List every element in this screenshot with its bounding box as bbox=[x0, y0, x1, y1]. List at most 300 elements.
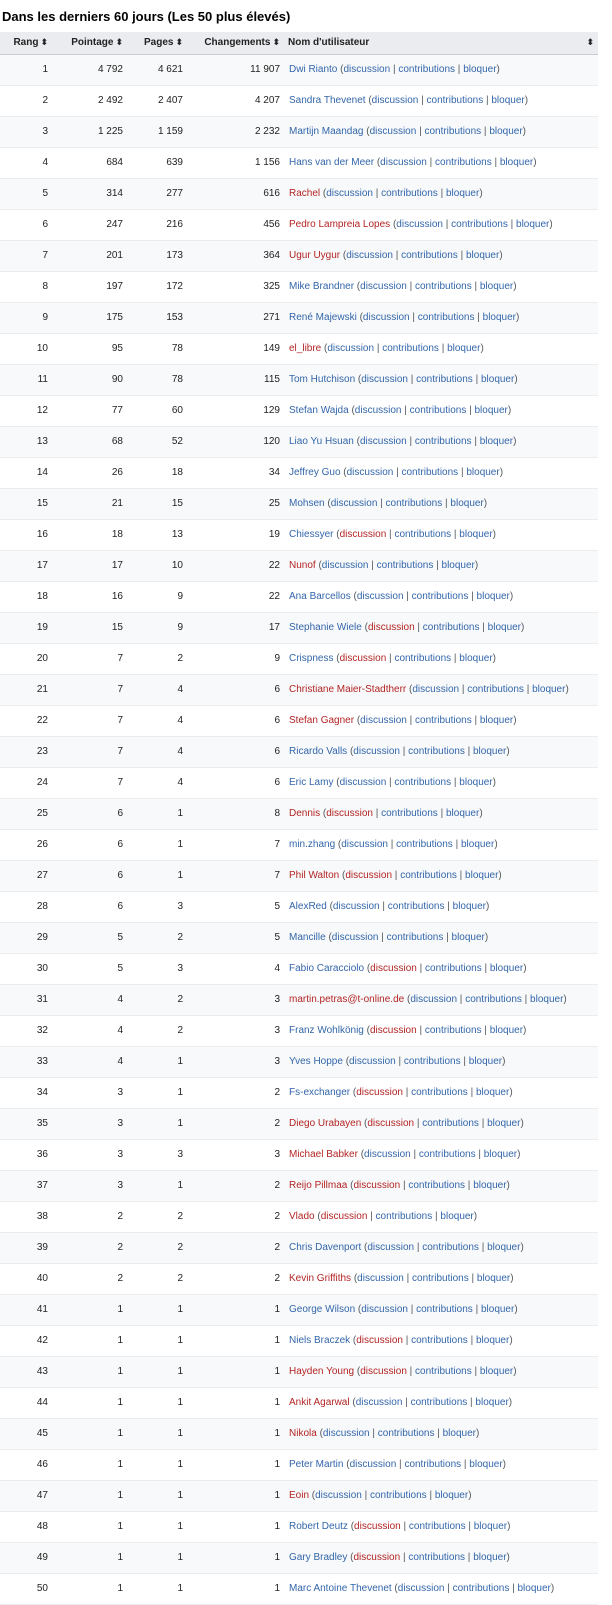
contributions-link[interactable]: contributions bbox=[400, 870, 457, 881]
user-link[interactable]: AlexRed bbox=[289, 901, 327, 912]
changes-cell: 1 bbox=[187, 1418, 284, 1449]
discussion-link[interactable]: discussion bbox=[367, 622, 415, 633]
block-link[interactable]: bloquer bbox=[483, 1149, 518, 1160]
block-link[interactable]: bloquer bbox=[530, 994, 564, 1005]
contributions-link[interactable]: contributions bbox=[403, 1056, 461, 1067]
contributions-link[interactable]: contributions bbox=[417, 312, 475, 323]
contributions-link[interactable]: contributions bbox=[418, 1149, 476, 1160]
pages-cell: 2 bbox=[127, 984, 187, 1015]
user-link[interactable]: Mancille bbox=[289, 932, 326, 943]
username-cell: min.zhang (discussion | contributions | bloquer) bbox=[284, 829, 598, 860]
pages-cell: 4 bbox=[127, 767, 187, 798]
user-link[interactable]: Ricardo Valls bbox=[289, 746, 348, 757]
pages-cell: 1 bbox=[127, 1387, 187, 1418]
username-cell: Stefan Wajda (discussion | contributions | bloquer) bbox=[284, 395, 598, 426]
user-link[interactable]: Robert Deutz bbox=[289, 1521, 348, 1532]
score-cell: 1 bbox=[52, 1449, 127, 1480]
discussion-link[interactable]: discussion bbox=[343, 64, 391, 75]
contributions-link[interactable]: contributions bbox=[408, 1521, 466, 1532]
contributions-link[interactable]: contributions bbox=[422, 1242, 479, 1253]
block-link[interactable]: bloquer bbox=[487, 1118, 521, 1129]
rank-cell: 2 bbox=[0, 85, 52, 116]
discussion-link[interactable]: discussion bbox=[332, 901, 380, 912]
contributions-link[interactable]: contributions bbox=[377, 1428, 435, 1439]
discussion-link[interactable]: discussion bbox=[361, 374, 408, 385]
block-link[interactable]: bloquer bbox=[465, 250, 500, 261]
block-link[interactable]: bloquer bbox=[450, 498, 484, 509]
contributions-link[interactable]: contributions bbox=[401, 250, 458, 261]
table-row bbox=[0, 1356, 598, 1387]
contributions-link[interactable]: contributions bbox=[386, 932, 444, 943]
changes-cell: 11 907 bbox=[187, 54, 284, 85]
column-header-pointage[interactable]: Pointage ⬍ bbox=[52, 32, 127, 54]
discussion-link[interactable]: discussion bbox=[367, 1118, 415, 1129]
username-cell: Reijo Pillmaa (discussion | contributions | bloquer) bbox=[284, 1170, 598, 1201]
changes-cell: 364 bbox=[187, 240, 284, 271]
user-link[interactable]: Eoin bbox=[289, 1490, 310, 1501]
table-row bbox=[0, 984, 598, 1015]
block-link[interactable]: bloquer bbox=[479, 715, 514, 726]
block-link[interactable]: bloquer bbox=[445, 188, 480, 199]
block-link[interactable]: bloquer bbox=[440, 1211, 474, 1222]
score-cell: 7 bbox=[52, 674, 127, 705]
discussion-link[interactable]: discussion bbox=[339, 653, 387, 664]
score-cell: 1 bbox=[52, 1573, 127, 1604]
user-link[interactable]: Jeffrey Guo bbox=[289, 467, 341, 478]
contributions-link[interactable]: contributions bbox=[416, 374, 473, 385]
sort-icon: ⬍ bbox=[175, 37, 183, 48]
discussion-link[interactable]: discussion bbox=[371, 95, 419, 106]
rank-cell: 30 bbox=[0, 953, 52, 984]
block-link[interactable]: bloquer bbox=[480, 1304, 515, 1315]
score-cell: 6 bbox=[52, 860, 127, 891]
contributions-link[interactable]: contributions bbox=[467, 684, 524, 695]
contributions-link[interactable]: contributions bbox=[375, 1211, 433, 1222]
block-link[interactable]: bloquer bbox=[451, 932, 485, 943]
pages-cell: 60 bbox=[127, 395, 187, 426]
user-link[interactable]: Yves Hoppe bbox=[289, 1056, 343, 1067]
rank-cell: 36 bbox=[0, 1139, 52, 1170]
user-link[interactable]: Gary Bradley bbox=[289, 1552, 348, 1563]
username-cell: AlexRed (discussion | contributions | bloquer) bbox=[284, 891, 598, 922]
page-title: Dans les derniers 60 jours (Les 50 plus élevés) bbox=[2, 9, 291, 24]
block-link[interactable]: bloquer bbox=[463, 64, 497, 75]
contributions-link[interactable]: contributions bbox=[387, 901, 445, 912]
user-link[interactable]: Marc Antoine Thevenet bbox=[289, 1583, 392, 1594]
username-cell: Fs-exchanger (discussion | contributions | bloquer) bbox=[284, 1077, 598, 1108]
discussion-link[interactable]: discussion bbox=[353, 1180, 401, 1191]
block-link[interactable]: bloquer bbox=[445, 808, 480, 819]
discussion-link[interactable]: discussion bbox=[349, 1056, 396, 1067]
discussion-link[interactable]: discussion bbox=[360, 281, 407, 292]
discussion-link[interactable]: discussion bbox=[359, 436, 407, 447]
user-link[interactable]: George Wilson bbox=[289, 1304, 356, 1315]
discussion-link[interactable]: discussion bbox=[315, 1490, 362, 1501]
discussion-link[interactable]: discussion bbox=[345, 870, 393, 881]
changes-cell: 2 bbox=[187, 1201, 284, 1232]
column-header-changements[interactable]: Changements ⬍ bbox=[187, 32, 284, 54]
rank-cell: 43 bbox=[0, 1356, 52, 1387]
pages-cell: 78 bbox=[127, 364, 187, 395]
user-link[interactable]: Mike Brandner bbox=[289, 281, 355, 292]
discussion-link[interactable]: discussion bbox=[361, 1304, 408, 1315]
block-link[interactable]: bloquer bbox=[479, 436, 514, 447]
block-link[interactable]: bloquer bbox=[480, 374, 515, 385]
block-link[interactable]: bloquer bbox=[442, 1428, 476, 1439]
top-users-table bbox=[0, 32, 598, 1605]
contributions-link[interactable]: contributions bbox=[408, 1180, 466, 1191]
discussion-link[interactable]: discussion bbox=[354, 405, 402, 416]
contributions-link[interactable]: contributions bbox=[394, 529, 452, 540]
user-link[interactable]: Hayden Young bbox=[289, 1366, 355, 1377]
username-cell: Chiessyer (discussion | contributions | bloquer) bbox=[284, 519, 598, 550]
contributions-link[interactable]: contributions bbox=[394, 777, 452, 788]
user-link[interactable]: Tom Hutchison bbox=[289, 374, 356, 385]
block-link[interactable]: bloquer bbox=[487, 1242, 521, 1253]
username-cell: Niels Braczek (discussion | contributions | bloquer) bbox=[284, 1325, 598, 1356]
user-link[interactable]: Dennis bbox=[289, 808, 321, 819]
user-link[interactable]: Christiane Maier-Stadtherr bbox=[289, 684, 407, 695]
contributions-link[interactable]: contributions bbox=[422, 622, 480, 633]
block-link[interactable]: bloquer bbox=[434, 1490, 469, 1501]
block-link[interactable]: bloquer bbox=[465, 870, 499, 881]
discussion-link[interactable]: discussion bbox=[355, 1397, 403, 1408]
username-cell: Marc Antoine Thevenet (discussion | contributions | bloquer) bbox=[284, 1573, 598, 1604]
discussion-link[interactable]: discussion bbox=[357, 1273, 404, 1284]
pages-cell: 1 159 bbox=[127, 116, 187, 147]
pages-cell: 9 bbox=[127, 581, 187, 612]
block-link[interactable]: bloquer bbox=[466, 467, 500, 478]
score-cell: 3 bbox=[52, 1108, 127, 1139]
discussion-link[interactable]: discussion bbox=[346, 467, 394, 478]
discussion-link[interactable]: discussion bbox=[356, 1335, 403, 1346]
block-link[interactable]: bloquer bbox=[479, 1366, 514, 1377]
pages-cell: 1 bbox=[127, 1108, 187, 1139]
contributions-link[interactable]: contributions bbox=[381, 808, 438, 819]
user-link[interactable]: Nunof bbox=[289, 560, 316, 571]
block-link[interactable]: bloquer bbox=[489, 1025, 524, 1036]
discussion-link[interactable]: discussion bbox=[354, 1521, 401, 1532]
block-link[interactable]: bloquer bbox=[482, 312, 516, 323]
discussion-link[interactable]: discussion bbox=[360, 1366, 407, 1377]
block-link[interactable]: bloquer bbox=[532, 684, 566, 695]
pages-cell: 3 bbox=[127, 953, 187, 984]
pages-cell: 1 bbox=[127, 798, 187, 829]
pages-cell: 1 bbox=[127, 1077, 187, 1108]
user-link[interactable]: Fabio Caracciolo bbox=[289, 963, 365, 974]
block-link[interactable]: bloquer bbox=[491, 95, 525, 106]
user-link[interactable]: Crispness bbox=[289, 653, 334, 664]
block-link[interactable]: bloquer bbox=[459, 529, 493, 540]
column-header-pages[interactable]: Pages ⬍ bbox=[127, 32, 187, 54]
rank-cell: 9 bbox=[0, 302, 52, 333]
user-link[interactable]: Ankit Agarwal bbox=[289, 1397, 350, 1408]
block-link[interactable]: bloquer bbox=[479, 281, 514, 292]
rank-cell: 28 bbox=[0, 891, 52, 922]
username-cell: martin.petras@t-online.de (discussion | contributions | bloquer) bbox=[284, 984, 598, 1015]
table-row bbox=[0, 333, 598, 364]
user-link[interactable]: Stephanie Wiele bbox=[289, 622, 362, 633]
discussion-link[interactable]: discussion bbox=[321, 560, 369, 571]
score-cell: 5 bbox=[52, 922, 127, 953]
contributions-link[interactable]: contributions bbox=[412, 1273, 469, 1284]
discussion-link[interactable]: discussion bbox=[369, 1025, 417, 1036]
block-link[interactable]: bloquer bbox=[489, 963, 524, 974]
discussion-link[interactable]: discussion bbox=[339, 777, 387, 788]
discussion-link[interactable]: discussion bbox=[356, 591, 404, 602]
contributions-link[interactable]: contributions bbox=[398, 64, 456, 75]
user-link[interactable]: Chris Davenport bbox=[289, 1242, 362, 1253]
block-link[interactable]: bloquer bbox=[499, 157, 534, 168]
discussion-link[interactable]: discussion bbox=[339, 529, 387, 540]
contributions-link[interactable]: contributions bbox=[425, 963, 482, 974]
rank-cell: 25 bbox=[0, 798, 52, 829]
block-link[interactable]: bloquer bbox=[447, 343, 481, 354]
user-link[interactable]: Diego Urabayen bbox=[289, 1118, 362, 1129]
contributions-link[interactable]: contributions bbox=[424, 126, 482, 137]
block-link[interactable]: bloquer bbox=[469, 1459, 503, 1470]
changes-cell: 1 bbox=[187, 1294, 284, 1325]
discussion-link[interactable]: discussion bbox=[341, 839, 388, 850]
pages-cell: 4 bbox=[127, 674, 187, 705]
contributions-link[interactable]: contributions bbox=[404, 1459, 462, 1470]
user-link[interactable]: Ugur Uygur bbox=[289, 250, 341, 261]
contributions-link[interactable]: contributions bbox=[451, 219, 508, 230]
block-link[interactable]: bloquer bbox=[516, 219, 550, 230]
block-link[interactable]: bloquer bbox=[475, 1335, 510, 1346]
discussion-link[interactable]: discussion bbox=[326, 188, 373, 199]
table-row bbox=[0, 1573, 598, 1604]
user-link[interactable]: René Majewski bbox=[289, 312, 357, 323]
changes-cell: 149 bbox=[187, 333, 284, 364]
contributions-link[interactable]: contributions bbox=[426, 95, 484, 106]
user-link[interactable]: Stefan Gagner bbox=[289, 715, 355, 726]
block-link[interactable]: bloquer bbox=[473, 746, 507, 757]
contributions-link[interactable]: contributions bbox=[409, 405, 467, 416]
changes-cell: 2 232 bbox=[187, 116, 284, 147]
user-link[interactable]: Michael Babker bbox=[289, 1149, 358, 1160]
sort-icon: ⬍ bbox=[40, 37, 48, 48]
changes-cell: 9 bbox=[187, 643, 284, 674]
rank-cell: 46 bbox=[0, 1449, 52, 1480]
discussion-link[interactable]: discussion bbox=[327, 343, 375, 354]
pages-cell: 2 bbox=[127, 1263, 187, 1294]
rank-cell: 35 bbox=[0, 1108, 52, 1139]
rank-cell: 37 bbox=[0, 1170, 52, 1201]
table-row bbox=[0, 240, 598, 271]
table-row bbox=[0, 1511, 598, 1542]
contributions-link[interactable]: contributions bbox=[396, 839, 453, 850]
changes-cell: 6 bbox=[187, 736, 284, 767]
block-link[interactable]: bloquer bbox=[475, 1087, 510, 1098]
pages-cell: 1 bbox=[127, 1418, 187, 1449]
user-link[interactable]: Ana Barcellos bbox=[289, 591, 351, 602]
user-link[interactable]: el_libre bbox=[289, 343, 322, 354]
discussion-link[interactable]: discussion bbox=[369, 126, 417, 137]
user-link[interactable]: min.zhang bbox=[289, 839, 336, 850]
discussion-link[interactable]: discussion bbox=[330, 498, 378, 509]
contributions-link[interactable]: contributions bbox=[381, 188, 438, 199]
user-link[interactable]: Phil Walton bbox=[289, 870, 340, 881]
user-link[interactable]: Nikola bbox=[289, 1428, 317, 1439]
contributions-link[interactable]: contributions bbox=[415, 715, 472, 726]
username-cell: Martijn Maandag (discussion | contributions | bloquer) bbox=[284, 116, 598, 147]
block-link[interactable]: bloquer bbox=[473, 1552, 507, 1563]
contributions-link[interactable]: contributions bbox=[424, 1025, 482, 1036]
user-link[interactable]: Rachel bbox=[289, 188, 321, 199]
table-row bbox=[0, 457, 598, 488]
discussion-link[interactable]: discussion bbox=[367, 1242, 415, 1253]
contributions-link[interactable]: contributions bbox=[411, 1087, 468, 1098]
rank-cell: 50 bbox=[0, 1573, 52, 1604]
block-link[interactable]: bloquer bbox=[517, 1583, 551, 1594]
user-link[interactable]: Reijo Pillmaa bbox=[289, 1180, 348, 1191]
block-link[interactable]: bloquer bbox=[473, 1521, 508, 1532]
user-link[interactable]: Peter Martin bbox=[289, 1459, 344, 1470]
user-link[interactable]: Fs-exchanger bbox=[289, 1087, 351, 1098]
username-cell: Phil Walton (discussion | contributions | bloquer) bbox=[284, 860, 598, 891]
score-cell: 4 792 bbox=[52, 54, 127, 85]
contributions-link[interactable]: contributions bbox=[422, 1118, 479, 1129]
discussion-link[interactable]: discussion bbox=[380, 157, 427, 168]
user-link[interactable]: Hans van der Meer bbox=[289, 157, 375, 168]
discussion-link[interactable]: discussion bbox=[397, 1583, 445, 1594]
block-link[interactable]: bloquer bbox=[459, 653, 493, 664]
contributions-link[interactable]: contributions bbox=[369, 1490, 427, 1501]
score-cell: 247 bbox=[52, 209, 127, 240]
username-cell: Pedro Lampreia Lopes (discussion | contributions | bloquer) bbox=[284, 209, 598, 240]
discussion-link[interactable]: discussion bbox=[412, 684, 460, 695]
table-row bbox=[0, 1201, 598, 1232]
block-link[interactable]: bloquer bbox=[474, 405, 508, 416]
contributions-link[interactable]: contributions bbox=[416, 1304, 473, 1315]
contributions-link[interactable]: contributions bbox=[465, 994, 522, 1005]
discussion-link[interactable]: discussion bbox=[362, 312, 410, 323]
changes-cell: 6 bbox=[187, 674, 284, 705]
user-link[interactable]: Franz Wohlkönig bbox=[289, 1025, 364, 1036]
user-link[interactable]: Mohsen bbox=[289, 498, 325, 509]
block-link[interactable]: bloquer bbox=[441, 560, 475, 571]
user-link[interactable]: Niels Braczek bbox=[289, 1335, 351, 1346]
pages-cell: 1 bbox=[127, 1542, 187, 1573]
discussion-link[interactable]: discussion bbox=[349, 1459, 397, 1470]
contributions-link[interactable]: contributions bbox=[382, 343, 439, 354]
contributions-link[interactable]: contributions bbox=[435, 157, 492, 168]
discussion-link[interactable]: discussion bbox=[364, 1149, 411, 1160]
contributions-link[interactable]: contributions bbox=[415, 1366, 472, 1377]
changes-cell: 7 bbox=[187, 829, 284, 860]
contributions-link[interactable]: contributions bbox=[415, 281, 472, 292]
discussion-link[interactable]: discussion bbox=[360, 715, 407, 726]
block-link[interactable]: bloquer bbox=[460, 839, 495, 850]
discussion-link[interactable]: discussion bbox=[410, 994, 458, 1005]
changes-cell: 1 bbox=[187, 1573, 284, 1604]
block-link[interactable]: bloquer bbox=[487, 622, 522, 633]
contributions-link[interactable]: contributions bbox=[408, 1552, 466, 1563]
contributions-link[interactable]: contributions bbox=[408, 746, 465, 757]
discussion-link[interactable]: discussion bbox=[331, 932, 379, 943]
user-link[interactable]: martin.petras@t-online.de bbox=[289, 994, 405, 1005]
block-link[interactable]: bloquer bbox=[475, 1397, 509, 1408]
rank-cell: 31 bbox=[0, 984, 52, 1015]
rank-cell: 47 bbox=[0, 1480, 52, 1511]
discussion-link[interactable]: discussion bbox=[346, 250, 393, 261]
table-row bbox=[0, 1418, 598, 1449]
discussion-link[interactable]: discussion bbox=[320, 1211, 368, 1222]
discussion-link[interactable]: discussion bbox=[370, 963, 417, 974]
table-row bbox=[0, 426, 598, 457]
table-row bbox=[0, 116, 598, 147]
user-link[interactable]: Dwi Rianto bbox=[289, 64, 338, 75]
discussion-link[interactable]: discussion bbox=[396, 219, 443, 230]
contributions-link[interactable]: contributions bbox=[385, 498, 443, 509]
pages-cell: 277 bbox=[127, 178, 187, 209]
block-link[interactable]: bloquer bbox=[473, 1180, 507, 1191]
column-header-rang[interactable]: Rang ⬍ bbox=[0, 32, 52, 54]
score-cell: 1 bbox=[52, 1511, 127, 1542]
pages-cell: 1 bbox=[127, 829, 187, 860]
user-link[interactable]: Kevin Griffiths bbox=[289, 1273, 352, 1284]
block-link[interactable]: bloquer bbox=[476, 1273, 511, 1284]
contributions-link[interactable]: contributions bbox=[411, 1335, 468, 1346]
table-row bbox=[0, 922, 598, 953]
table-row bbox=[0, 1077, 598, 1108]
changes-cell: 34 bbox=[187, 457, 284, 488]
changes-cell: 22 bbox=[187, 550, 284, 581]
block-link[interactable]: bloquer bbox=[459, 777, 493, 788]
discussion-link[interactable]: discussion bbox=[353, 1552, 401, 1563]
changes-cell: 1 bbox=[187, 1449, 284, 1480]
rank-cell: 10 bbox=[0, 333, 52, 364]
contributions-link[interactable]: contributions bbox=[394, 653, 452, 664]
table-row bbox=[0, 1046, 598, 1077]
block-link[interactable]: bloquer bbox=[489, 126, 523, 137]
table-row bbox=[0, 85, 598, 116]
username-cell: Ugur Uygur (discussion | contributions | bloquer) bbox=[284, 240, 598, 271]
user-link[interactable]: Pedro Lampreia Lopes bbox=[289, 219, 391, 230]
discussion-link[interactable]: discussion bbox=[356, 1087, 403, 1098]
user-link[interactable]: Eric Lamy bbox=[289, 777, 334, 788]
pages-cell: 2 bbox=[127, 1201, 187, 1232]
column-header-username[interactable]: Nom d'utilisateur ⬍ bbox=[284, 32, 598, 54]
contributions-link[interactable]: contributions bbox=[414, 436, 472, 447]
contributions-link[interactable]: contributions bbox=[376, 560, 434, 571]
changes-cell: 1 156 bbox=[187, 147, 284, 178]
contributions-link[interactable]: contributions bbox=[452, 1583, 510, 1594]
pages-cell: 2 bbox=[127, 1232, 187, 1263]
table-row bbox=[0, 395, 598, 426]
user-link[interactable]: Stefan Wajda bbox=[289, 405, 349, 416]
score-cell: 7 bbox=[52, 736, 127, 767]
user-link[interactable]: Vlado bbox=[289, 1211, 315, 1222]
discussion-link[interactable]: discussion bbox=[322, 1428, 370, 1439]
block-link[interactable]: bloquer bbox=[468, 1056, 503, 1067]
contributions-link[interactable]: contributions bbox=[410, 1397, 468, 1408]
contributions-link[interactable]: contributions bbox=[411, 591, 469, 602]
block-link[interactable]: bloquer bbox=[476, 591, 510, 602]
username-cell: Eric Lamy (discussion | contributions | bloquer) bbox=[284, 767, 598, 798]
user-link[interactable]: Sandra Thevenet bbox=[289, 95, 366, 106]
score-cell: 1 bbox=[52, 1418, 127, 1449]
user-link[interactable]: Martijn Maandag bbox=[289, 126, 364, 137]
pages-cell: 1 bbox=[127, 1046, 187, 1077]
contributions-link[interactable]: contributions bbox=[401, 467, 459, 478]
user-link[interactable]: Liao Yu Hsuan bbox=[289, 436, 354, 447]
discussion-link[interactable]: discussion bbox=[353, 746, 400, 757]
discussion-link[interactable]: discussion bbox=[326, 808, 373, 819]
user-link[interactable]: Chiessyer bbox=[289, 529, 334, 540]
block-link[interactable]: bloquer bbox=[452, 901, 486, 912]
